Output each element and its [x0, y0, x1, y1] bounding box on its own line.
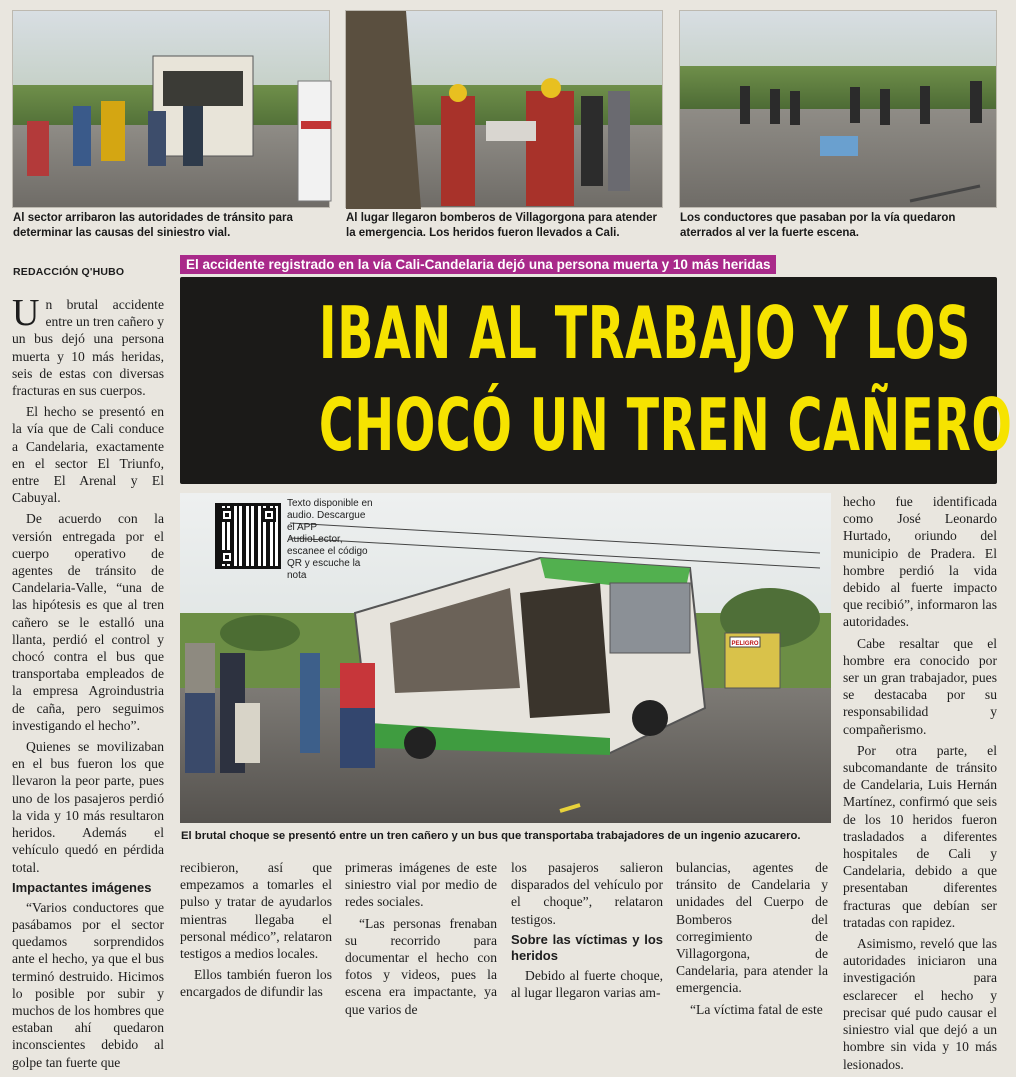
headline-line-1: IBAN AL TRABAJO Y LOS [318, 291, 971, 375]
article-column-2: recibieron, así que empezamos a tomarles el pulso y tratar de ayudarlos mientras llegaba el personal médico”, relataron testigos a medios locales. Ellos también fueron los encargados de difundir las [180, 860, 332, 1000]
photo-firefighters-caption: Al lugar llegaron bomberos de Villagorgona para atender la emergencia. Los heridos fueron llevados a Cali. [346, 212, 657, 239]
article-column-5: bulancias, agentes de tránsito de Candelaria y unidades del Cuerpo de Bomberos del corregimiento de Villagorgona, de Candelaria, para atender la emergencia. “La víctima fatal de este [676, 860, 828, 1017]
article-column-6: hecho fue identificada como José Leonardo Hurtado, oriundo del municipio de Pradera. El hombre perdió la vida debido al fuerte impacto que recibió”, informaron las autoridades. Cabe resaltar que el hombre era conocido por ser un gran trabajador, pues se destacaba por su responsabilidad y compañerismo. Por otra parte, el subcomandante de tránsito de Candelaria, Luis Hernán Martínez, confirmó que seis de los 10 heridos fueron trasladados a diferentes hospitales de Cali y Candelaria, debido a que presentaban diferentes fracturas que debían ser tratadas con rapidez. Asimismo, reveló que las autoridades iniciaron una investigación para esclarecer el hecho y precisar qué pudo causar el siniestro vial que dejó a un hombre sin vida y 10 más lesionados. [843, 494, 997, 1072]
subhead-impactantes: Impactantes imágenes [12, 879, 152, 895]
headline-box [180, 277, 1013, 484]
byline: REDACCIÓN Q'HUBO [13, 266, 125, 278]
photo-drivers-caption: Los conductores que pasaban por la vía quedaron aterrados al ver la fuerte escena. [680, 212, 956, 239]
article-paragraph: El hecho se presentó en la vía que de Cali conduce a Candelaria, exactamente en el sector El Triunfo, entre El Arenal y El Cabuyal. [12, 404, 164, 506]
photo-authorities [12, 10, 330, 208]
photo-drivers [679, 10, 997, 208]
article-paragraph: Quienes se movilizaban en el bus fueron los que llevaron la peor parte, pues uno de los pasajeros perdió la vida y 10 más resultaron heridos. Además el vehículo quedó en pérdida total. [12, 739, 164, 875]
subhead-victimas: Sobre las víctimas y los heridos [511, 931, 663, 963]
qr-code[interactable] [215, 503, 281, 569]
article-column-3: primeras imágenes de este siniestro vial por medio de redes sociales. “Las personas frenaban su recorrido para documentar el hecho con fotos y videos, pues la escena era impactante, ya que varios de [345, 860, 497, 1017]
qr-note: Texto disponible en audio. Descargue el APP AudioLector, escanee el código QR y escuche la nota [287, 498, 373, 581]
article-column-4: los pasajeros salieron disparados del vehículo por el choque”, relataron testigos. Sobre las víctimas y los heridos Debido al fuerte choque, al lugar llegaron varias am- [511, 860, 663, 1001]
photo-authorities-caption: Al sector arribaron las autoridades de tránsito para determinar las causas del siniestro vial. [13, 212, 293, 239]
article-lead: Un brutal accidente entre un tren cañero y un bus dejó una persona muerta y 10 más heridas, seis de estas con diversas fracturas en sus cuerpos. [12, 292, 164, 399]
headline-line-2: CHOCÓ UN TREN CAÑERO [318, 383, 1013, 467]
truck-warning-sign: PELIGRO [731, 641, 759, 647]
main-photo-caption: El brutal choque se presentó entre un tren cañero y un bus que transportaba trabajadores de un ingenio azucarero. [181, 830, 801, 842]
article-paragraph: “Varios conductores que pasábamos por el sector quedamos sorprendidos ante el hecho, ya que el bus terminó destruido. Hicimos lo posible por subir y muchos de los hombres que estaban ahí quedaron inconscientes debido al golpe tan fuerte que [12, 899, 164, 1070]
photo-authorities-scene [13, 11, 331, 209]
article-column-1 [12, 292, 164, 1071]
kicker: El accidente registrado en la vía Cali-Candelaria dejó una persona muerta y 10 más heridas [180, 255, 776, 274]
photo-drivers-scene [680, 11, 998, 209]
photo-firefighters-scene [346, 11, 664, 209]
article-paragraph: De acuerdo con la versión entregada por el cuerpo operativo de agentes de tránsito de Candelaria-Valle, “una de las hipótesis es que al tren cañero se le estalló una llanta, perdió el control y chocó contra el bus que transportaba empleados de la empresa Agroindustria de caña, pero seguimos investigando el hecho”. [12, 511, 164, 733]
drop-cap: U [12, 292, 40, 334]
photo-firefighters [345, 10, 663, 208]
